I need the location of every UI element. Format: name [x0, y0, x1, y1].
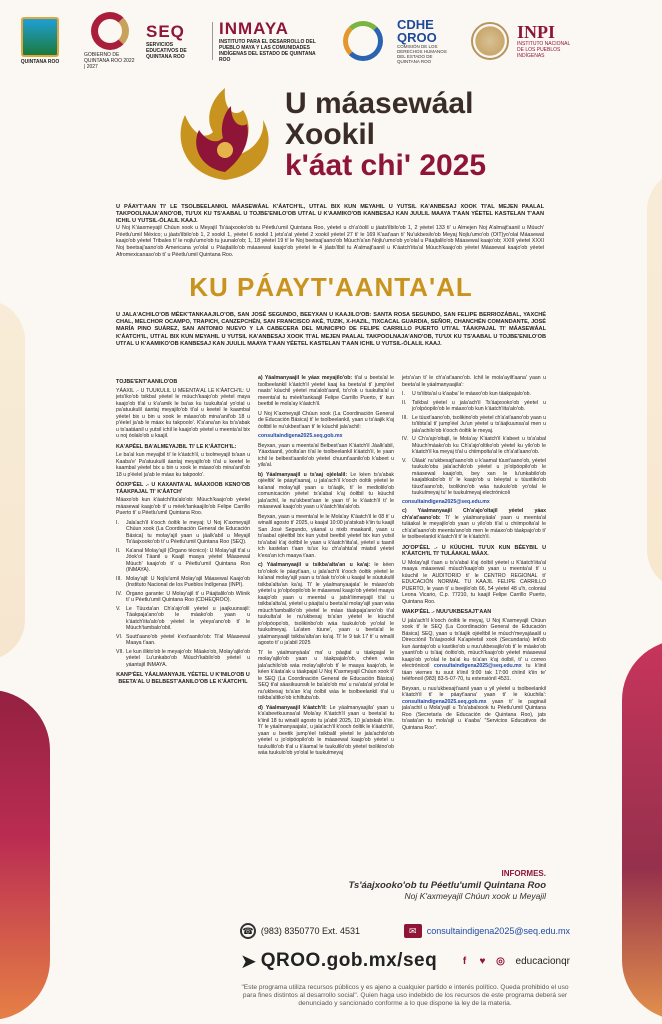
- swirl-logo-icon: [343, 21, 383, 61]
- col1-heading-1: TOJBE'ENT'AANILO'OB: [116, 379, 178, 385]
- col1-paragraph-1: YÁAXIL .- U TUUKULIL U MEENTA'AL LE K'ÁATCH'IL: U jets'iko'ob tsikbal yéetel le múuch'kaajo'ob yéetel maya kaajo'ob ti'al u k'a'amik le ba'ax ku tuukulta'al yo'olal u pa'atuukulil áantaj meyajilo'ob ti'al u keetel le kaambal yéetel bix u bin u xook le máaxo'ob mina'anil'ob 18 u p'éelel ja'ab le máax ku takpoolo'. K'a'ana'an ka ts'a'abak u ts'aatáanil u yutsil ichil le kaajo'ob yéetel u meenta'al bix u noj óolalo'ob u kaajil.: [116, 387, 250, 439]
- col1-paragraph-2: Le ba'al kun meyajbil ti' le k'áatch'il, u tsolmeyajil ts'aan u Kaaba'e' Pa'atuukulil áantaj meyajilo'ob ti'al u keetel le kaambal yéetel bix u bin u xook le máaxo'ob mina'anil'ob 18 u p'éelel ja'ab le máax ku takpoolo'.: [116, 452, 250, 478]
- col3-paragraph-1: jets'a'an ti' le ch'a'at'aano'ob. Ichil le mola'ayilt'aana' yaan u beeta'al le yáalmanyaajila':: [402, 375, 546, 388]
- flame-emblem-icon: [165, 80, 285, 190]
- title-line-3: k'áat chi' 2025: [285, 149, 487, 182]
- seq-logo-title: SEQ: [146, 22, 185, 41]
- inmaya-logo-title: INMAYA: [219, 19, 289, 38]
- stage-a-text: ti'al u beeta'al le tsolbeelankil k'áatch'il yéetel kaaj ka beeta'al ti' jump'éel naats' kúuchil yéetel ma'alob'aanil, ts'o'ok u tuukulta'al u meenta'al tu méek'tankaajil Felipe Carrillo Puerto, ti' kun beetbil le mola'ay k'áatch'il.: [258, 375, 394, 407]
- invitation-paragraph: U JALA'ACHILO'OB MÉEK'TANKAAJILO'OB, SAN JOSÉ SEGUNDO, BEEYXAN U KAAJILO'OB: SANTA ROSA SEGUNDO, SAN FELIPE BERRIOZÁBAL, YAXCHÉ CHAL, MELCHOR OCAMPO, TRAPICH, CANZEPCHÉN, SAN FRANCISCO AKÉ, TUZIK, X-HAZIL, TIXCACAL GUARDIA, SEÑOR, CHANCHÉN COMANDANTE, JOSÉ MARÍA PINO SUÁREZ, SAN ANTONIO NUEVO Y LA CABECERA DEL MUNICIPIO DE FELIPE CARRILLO PUERTO UTI'AL TÁAKPAJAL TI' MÁASEWÁAL K'ÁATCH'IL, UTI'AL BIX KUN MEYAHIL U YUTSIL KA'ANBESAJ XOOK TI'AL MEJEN PAALAL TAKPOOLNAJA'ANO'OB, TU'UX KU TS'AABAL U TOJBE'ENILO'OB UTI'AL U K'AAMIKO'OB KANBESAJ KAN JUULIL MAAYA T'AAN YÉETEL KASTELAN T'AAN ICHIL U YUTSIL-ÓLALIL KAAJ.: [116, 312, 546, 347]
- inmaya-logo: [219, 19, 319, 63]
- consulta-website-link-2[interactable]: consultaindigena2025.seq.gob.mx: [402, 698, 487, 705]
- title-block: [165, 80, 565, 190]
- title-text: [285, 88, 486, 182]
- consulta-website-link[interactable]: consultaindigena2025.seq.gob.mx: [258, 433, 343, 439]
- title-line-1: U máasewáal: [285, 87, 474, 120]
- informes-line-2: Noj K'axmeyajil Chúun xook u Meyajil: [404, 891, 546, 901]
- list-item: V. Le Túuxta'an Ch'a'ajo'olil yéetel u jaajkuunsajil: Táakpaja'ano'ob le máako'ob yaan u k'áatch'iita'alo'ob yéetel le yéeya'ano'ob ti' le Múuch'tambalo'obil.: [116, 605, 250, 631]
- stage-b-text: Le kéen ts'a'abak ojéeltik' le páayt'aanaj, u jala'ach'il k'ooch óoltik yéetel le ka'anal molay'ajil yaan u ts'áajik, ti' le mediolilo'ob comunicación yéetel ts'a'abal k'aj óoltbil tu kúuchil jala'achil, le nu'ukbest'aan le yaan ti' le k'áatch'il ti' le máasewal kaajo'ob yaan u k'áatch'iita'alo'ob.: [258, 471, 394, 510]
- informes-line-1: Ts'áajxooko'ob tu Péetlu'umil Quintana Roo: [348, 880, 546, 891]
- stage-d-heading: d) Yáalmanyaajil k'áatch'il:: [258, 704, 327, 711]
- col3-paragraph-6b: tu k'iinil táan viernes tu suut k'iinil 9:00 tak 17:00 chíinil k'iin te' teléfonoil (983) 83-5-07-70, tu extensióníl 4531.: [402, 663, 546, 682]
- list-item: II. Ka'anal Molay'ajil (Órgano técnico): U Molay'ajil ti'al u Jóok'ol Táanil u Kaajil maaya yéetel Máasewal Múuch' kaajo'ob ti' u Péetlu'umil Quintana Roo (INMAYA).: [116, 547, 250, 573]
- stage-b-heading: b) Yáalmanyaajil u ts'aaj ojéelalil:: [258, 471, 348, 478]
- col2-paragraph-b1: U Noj K'axmeyajil Chúun xook (La Coordinación General de Educación Básica) ti' le tsolbeelankil, yaan u ts'áajik k'aj óoltbil le nu'ukbest'aan ti' le kúuchil jala'achil:: [258, 410, 394, 430]
- instagram-icon[interactable]: ◎: [496, 955, 505, 967]
- gobierno-q-logo: [84, 12, 136, 70]
- col1-heading-2: KA'APÉEL BA'ALMEYAJBIL TI' LE K'ÁATCH'IL:: [116, 443, 237, 450]
- list-item: III. Molay'ajil: U Nojlu'umil Molay'ajil Máasewal Kaajo'ob (Instituto Nacional de los Pueblos Indígenas (INPI).: [116, 575, 250, 588]
- cdhe-logo-title-1: CDHE: [397, 17, 434, 32]
- col3-paragraph-7: Beyxan, u nuu'ukbesajt'aanil yaan u yil yéetel u tsolbeelankil k'áatch'il ti' le páayt'aana' yaan ti' le kúuchila':: [402, 685, 546, 698]
- col1-paragraph-3: Máaxo'ob kun k'áatchi'ita'alo'ob: Múuch'kaajo'ob yéetel máasewal kaajo'ob ti' u méek'tankaajilo'ob Felipe Carrillo Puerto ti' u Péetlu'umil Quintana Roo.: [116, 497, 250, 516]
- stage-c-text: le kéen ts'o'okok le páayt'aan, u jala'ach'il k'ooch óoltik yéetel le ka'anal molay'ajil yaan u ts'áak ts'o'ok u kaajal le súutukulil tsikba'alta'an ka'aj. Ti' le yáalmanyaajala' le máaxo'ob yéetel u jo'olpóopilo'ob le máasewal kaajo'ob yéetel maaya kaajo'ob yaan u meental u jatsk'iinmeyajil ti'al u tsikba'alta'al, yéetel u páajtal u beeta'al molay'ajil yaan wáa múuch'tambalilo'ob yéetel le máax táakpaja'ano'ob ti'al tuukulta'al le nu'ukbesaj ts'a'an yéetel le kúuchil jo'olpóopo'ob, tsolikinbo'ob wáa tuukulo'ob yo'olal le tuukulmeyaj. La'aten túune', yaan u beeta'al le yáalmanyaajil tsikba'alta'an ka'aj. Ti' le 9 tak 17 ti' u winalil agosto ti' u ja'abil 2025: [258, 562, 394, 646]
- stage-a-heading: a) Yáalmanyaajil le yáax meyajilo'ob:: [258, 375, 353, 381]
- list-item: I. U ts'iibta'al u k'aaba' le máaxo'ob kun táakpajalo'ob.: [402, 391, 531, 397]
- legal-paragraph: U Noj K'áaxmeyajil Chúun xook u Meyajil Ts'áajxooko'ob tu Péetlu'umil Quintana Roo, yéetel u ch'a'óolil u jáats'ilbilo'ob 1, 2 yéetel 133 ti' u Almejen Noj A'almajt'aanil u Múuch' Péetlu'umil México; u jáats'ilbilo'ob 1, 2 xookil 1, yéetel 6 xookil 1 jets'a'al yéetel 2 xookil yéetel 27 ti' le 169 K'aat'aan ti' Nu'ukbesilo'ob Meyaj Nojlu'umo'ob (OIT)yo'olal Máasewal kaajo'ob yéetel Tribales ti' le nojlu'umo'ob tu juunalo'ob; 1, 18 yéetel 19 ti' le Noj beetsaj'aano'ob Múuch'a'an Nojlu'umo'ob yo'olal u Páajtalilo'ob Máasewal kaajo'ob; XXIII yéetel XXXI Noj beetsaj'aano'ob Americana yo'olal u Páajtalilo'ob máasewal kaajo'ob yéetel le 4 jáats'ilbil tu A'almajt'aanil u K'áatch'iita'al Múuch'kaajo'ob yéetel Máasewal kaajo'ob yéetel Afromexicanaso'ob ti' u Péetlu'umil Quintana Roo.: [116, 225, 544, 258]
- q-logo-caption: GOBIERNO DE QUINTANA ROO 2022 | 2027: [84, 52, 135, 70]
- informes-block: [250, 869, 546, 901]
- inpi-logo-subtitle: INSTITUTO NACIONAL DE LOS PUEBLOS INDÍGENAS: [517, 41, 571, 59]
- stage-c2-heading: c) Yáalmanyaajil Ch'a'ajo'oltajil yéetel yáax ch'a'at'aano'ob:: [402, 508, 546, 521]
- inpi-logo: [517, 23, 577, 59]
- informes-heading: INFORMES.: [501, 869, 546, 878]
- inmaya-logo-subtitle: INSTITUTO PARA EL DESARROLLO DEL PUEBLO MAYA Y LAS COMUNIDADES INDÍGENAS DEL ESTADO DE QUINTANA ROO: [219, 39, 316, 63]
- col1-heading-4: KANP'ÉEL YÁALMANYAJIL YÉETEL U K'INILO'OB U BEETA'AL U BELBEST'AANILO'OB LE K'ÁATCH'IL: [116, 672, 250, 685]
- quintana-roo-logo-text: QUINTANA ROO: [20, 59, 60, 65]
- social-block: [458, 954, 570, 968]
- col3-paragraph-6: U jala'ach'il k'ooch óoltik le meyaj, U Noj K'axmeyajil Chúun xook ti' le SEQ (La Coordinación General de Educación Básica) SEQ, yaan u ts'áajik ojéeltbil le múuch'meyajáaalil u Direcciónil Ts'áajxookil Ka'apéetsil xook (Secundaria) leti'ob kun áantajo'ob u kaxtiko'ob u nuu'ukbesajilo'ob ti' le máako'ob yaanti'ob u ts'áaj óoltio'ob, múuch'kaajo'ob yéetel máasewal kaajo'ob yo'olal le ba'al ku ts'a'an k'aj óolbil, ti' u correo electrónicoil: [402, 617, 546, 669]
- mexico-seal-icon: [471, 22, 509, 60]
- cdhe-logo-title-2: QROO: [397, 30, 437, 45]
- decor-wave-left: [0, 690, 50, 1020]
- list-item: VI. Suutt'aano'ob yéetel k'ext'aanilo'ob: Ti'al Máasewal Maaya t'aan.: [116, 633, 250, 646]
- column-2: [258, 375, 394, 760]
- col3-heading-6: WAKP'ÉEL .- NUU'UKBESAJT'AAN: [402, 609, 492, 615]
- list-item: VII. Le kun ilikto'ob le meyajo'ob: Máako'ob, Molay'ajilo'ob yéetel Lu'unkabo'ob Múuch'kabilo'ob yéetel u yáantajil INMAYA.: [116, 648, 250, 668]
- list-item: III. Le túuxt'aano'ob, tsolikino'ob yéetel ch'a'at'aano'ob yaan u ts'iibta'al ti' jump'éel Ju'un yéetel u ts'áajkuunsa'al men u jala'achilo'ob k'ooch óoltik le meyaj.: [402, 414, 546, 434]
- email-address[interactable]: consultaindigena2025@seq.edu.mx: [426, 926, 570, 936]
- mail-icon: ✉: [404, 924, 422, 938]
- cdhe-logo-subtitle: COMISIÓN DE LOS DERECHOS HUMANOS DEL ESTADO DE QUINTANA ROO: [397, 44, 447, 64]
- social-handle[interactable]: educacionqr: [515, 955, 570, 967]
- list-item: V. Úláak' nu'ukbesajt'aano'ob u k'aamal túuxt'aano'ob, yéetel tuukulo'obu jala'achilo'ob yéetel u jo'olpóopilo'ob le máasewal kaajo'ob, bey xan le lu'unkabilo'ob kaajabkabo'ob ti' le kaajo'ob u béeytal u túuxtiko'ob túuxt'aano'ob, tsolikino'ob wáa tuukulo'ob yo'olal le tuukulmeyaj tu' le tuukulmeyaj electrónicoli: [402, 457, 546, 496]
- cdhe-logo: [397, 18, 449, 64]
- col2-paragraph-b2: Beyxan, yaan u meenta'al Belbest'aan K'áatch'il Jáalk'abil, Yáaxtaanil, yóolta'an ti'al le tsolbeelankil k'áatch'il, le yaan ichil le belbest'aanilo'ob yéetel chuunt'aanilo'ob k'abeet u yila'al.: [258, 442, 394, 468]
- phone-number[interactable]: (983) 8350770 Ext. 4531: [260, 926, 360, 936]
- seq-logo: [146, 22, 213, 60]
- list-item: II. Tsikbal yéetel u jala'ach'il Ts'áajxooko'ob yéetel u jo'olpóopilo'ob le máaxo'ob kun k'áatch'iita'alo'ob.: [402, 399, 546, 412]
- list-item: IV. U Ch'a'ajo'oltajil, le Mola'ay K'áatch'il k'abeet u ts'a'abal Múuch'máako'ob ku Ch'a'ajo'oltiko'ob yéetel ku yilo'ob le k'áatch'il ka meyaj ti'al u chiimpolta'al le ch'a'at'aano'ob.: [402, 436, 546, 455]
- section-heading: KU PÁAYT'AANTA'AL: [189, 272, 473, 302]
- q-emblem-icon: [91, 12, 129, 50]
- col3-heading-5: JO'OP'ÉEL .- U KÚUCHIL TU'UX KUN BÉEYBIL U K'ÁATCH'IL TI' TULÁAKAL MÁAX.: [402, 544, 546, 557]
- quintana-roo-shield-icon: [21, 17, 59, 57]
- facebook-icon[interactable]: f: [462, 955, 467, 967]
- col3-paragraph-5: U Molay'ajil t'aan u ts'a'abal k'aj óolbil yéetel u K'áatch'iita'al maaya máasewal múuch'kaajo'ob yaan u meenta'al ti' u kúuchil le AUDITORIO ti' le CENTRO REGIONAL ti' EDUCACIÓN NORMAL TU KAAJIL FELIPE CARRILLO PUERTO, le yaan ti' u beejilo'ob 66, 54 yéetel 48 u'h, colonial Leona Vicario, C.p. 77210, tu kaajil Felipe Carrillo Puerto, Quintana Roo.: [402, 559, 546, 605]
- intro-paragraph: U PÁAYT'AAN TI' LE TSOLBEELANKIL MÁASEWÁAL K'ÁATCH'IL, UTI'AL BIX KUN MEYAHIL U YUTSIL KA'ANBESAJ XOOK TI'AL MEJEN PAALAL TAKPOOLNAJA'ANO'OB, TU'UX KU TS'AABAL U TOJBE'ENILO'OB UTI'AL U K'AAMIKO'OB KANBESAJ KAN JUULIL MAAYA T'AAN YÉETEL KASTELAN T'AAN ICHIL U YUTSIL-ÓLALIL KAAJ.: [116, 204, 544, 224]
- stage-c2-text: Ti' le yáalmanyáala' yaan u meenta'al tuláakal le meyajilo'ob yaan u yilo'ob ti'al u chiimpolta'al le ch'a'at'aano'ob meenta'ano'ob men le máaxo'ob táakpajo'ob ti' le tsolbeelankil k'áatch'il ti' le k'áatch'il.: [402, 514, 546, 540]
- col1-heading-3: ÓOXP'ÉEL .- U KAXANTA'AL MÁAXOOB KENO'OB TÁAKPAJAL TI' K'ÁATCH': [116, 482, 250, 495]
- col2-paragraph-b3: Beyxan, yaan u meenta'al le le Mola'ay K'áatch'il le 08 ti' u winalil agosto ti' 2025, u kaajal 10:00 ja'atskab k'iin tu kaajil San José Segundo, yáanal u nixib maakanil, yaan u ts'aabal ojéeltbil bix kun yutsil beetbil yéetel bix kun yutsil ts'a'abal k'aj óoltbil le yaan u k'áatch'iita'al, yéetel u taanil ich kastelan t'aan tu'ux ku ch'a'ahta'al miatsil yéetel k'exa'an ich maaya t'aan.: [258, 513, 394, 559]
- stage-c-heading: c) Yáalmanyaajil u tsikba'alta'an u ka'aj:: [258, 562, 371, 568]
- inpi-logo-title: INPI: [517, 22, 556, 42]
- col2-paragraph-c2: Ti' le yáalmanyáala' ma' u páajtal u táakpajal le molay'ajilo'ob yaan u táakpajalo'ob, chéen wáa jala'achilo'ob wáa molay'ajilo'ob ti' le maaya kaajo'ob, le kéen k'áata'ak u táakpajal U Noj K'axmeyajil Chúun xook ti' le SEQ (La Coordinación General de Educación Básica) SEQ ti'al sáasikuunsik le ba'alo'ob ma' u na'ata'al yo'olal le nu'ukbesaj ts'a'an k'aj óolbil wáa le tsolbeelankil ti'al u tsikba'altiko'ob ichiltuba'ob.: [258, 649, 394, 701]
- contacts-row: [240, 920, 570, 942]
- consulta-email-link-2[interactable]: consultaindigena2025@seq.edu.mx: [433, 663, 522, 669]
- seq-logo-subtitle: SERVICIOS EDUCATIVOS DE QUINTANA ROO: [146, 42, 187, 60]
- decor-wave-right-light: [647, 170, 662, 590]
- website-url[interactable]: QROO.gob.mx/seq: [260, 950, 438, 971]
- column-1: [116, 375, 250, 687]
- list-item: IV. Órgano garante: U Molay'ajil ti' u Páajtalilo'ob Wíinik ti' u Péetlu'umil Quintana Roo (CDHEQROO).: [116, 590, 250, 603]
- logos-row: [20, 10, 642, 72]
- phone-icon: ☎: [240, 923, 256, 939]
- column-3: [402, 375, 546, 734]
- web-row: [240, 946, 570, 976]
- cursor-icon: ➤: [240, 950, 257, 973]
- disclaimer: "Este programa utiliza recursos públicos y es ajeno a cualquier partido e interés político. Queda prohibido el uso para fines distintos al desarrollo social". Quien haga uso indebido de los recursos de este programa deberá ser denunciado y sancionado conforme a lo que dispone la ley de la materia.: [241, 984, 569, 1007]
- list-item: I. Jala'ach'il k'ooch óoltik le meyaj: U Noj K'axmeyajil Chúun xook (La Coordinación General de Educación Básica) tu molay'ajil yaan u jáalk'abil u Meyajil Ts'áajxooko'ob ti' u Péetlu'umil Quintana Roo (SEQ).: [116, 519, 250, 545]
- decor-wave-left-light: [0, 300, 25, 660]
- consulta-email-link[interactable]: consultaindigena2025@seq.edu.mx: [402, 498, 490, 505]
- col3-paragraph-7b: yaan ti' le paginail jala'achil u Mola'yajil u Ts'a'abalxook tu Péetlu'umil Quintana Roo (Secretaría de Educación de Quintana Roo), jats ts'aata'an tu mola'ajil u k'aaba' "Servicios Educativos de Quintana Roo".: [402, 698, 546, 731]
- quintana-roo-logo: [20, 17, 60, 65]
- title-line-2: Xookil: [285, 118, 376, 151]
- twitter-icon[interactable]: ♥: [479, 955, 486, 967]
- stage-d-text: Le yáalmanyaajila' yaan u k'a'abeetkuunsa'al Mola'ay K'áatch'il yaan u beeta'al tu k'iinil 18 tu winalil agosto tu ja'abil 2025, 10 ja'atskab k'iin. Ti' le yáalmanyaajala', u jala'ach'il k'ooch óoltik le k'áatch'iil, yaan u beetik jump'éel tsikbalil yéetel le jala'achilo'ob yéetel u jo'olpóopilo'ob le máasewal kaajo'ob yéetel u tuukulilo'ob ti'al u k'áamal le tuukulilo'ob yéetel tsolikino'ob wáa tuukulo'ob yo'olal le tuukulmeyaj: [258, 704, 394, 756]
- decor-wave-right: [622, 640, 662, 1020]
